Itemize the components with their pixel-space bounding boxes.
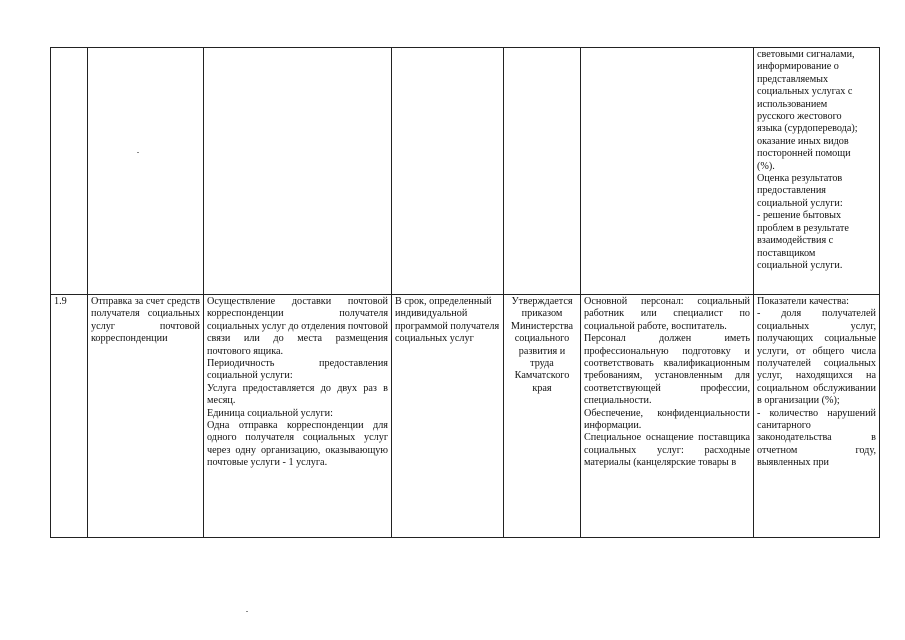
cell-indicators-continued xyxy=(754,48,880,295)
indicators-continued-line: представляемых xyxy=(757,73,829,85)
indicators-continued-line: взаимодействия с xyxy=(757,235,834,247)
indicators-continued-line: - решение бытовых xyxy=(757,210,842,222)
cell-description-empty xyxy=(204,48,392,295)
indicators-para: - количество нарушений санитарного законодательства в отчетном году, выявленных при xyxy=(757,407,876,469)
cell-service-tariff: Утверждается приказом Министерства социального развития и труда Камчатского края xyxy=(504,295,581,538)
cell-service-indicators xyxy=(754,295,880,538)
conditions-para: Специальное оснащение поставщика социальных услуг: расходные материалы (канцелярские товары в xyxy=(584,432,750,469)
description-para: Периодичность предоставления социальной услуги: xyxy=(207,358,388,382)
cell-conditions-empty xyxy=(581,48,754,295)
description-para: Услуга предоставляется до двух раз в месяц. xyxy=(207,382,388,407)
indicators-continued-line: (%). xyxy=(757,160,775,172)
conditions-para: Персонал должен иметь профессиональную подготовку и соответствовать квалификационным требованиям, установленным для соответствующей профессии, специальности. xyxy=(584,333,750,407)
cell-service-conditions xyxy=(581,295,754,538)
indicators-continued-line: предоставления xyxy=(757,185,826,197)
indicators-continued-line: информирование о xyxy=(757,61,839,73)
cell-service-name: Отправка за счет средств получателя социальных услуг почтовой корреспонденции xyxy=(88,295,204,538)
indicators-continued-line: Оценка результатов xyxy=(757,173,843,185)
table-row-service xyxy=(51,295,880,538)
scan-speck xyxy=(246,611,248,612)
indicators-continued-line: русского жестового xyxy=(757,111,842,123)
scan-speck xyxy=(137,152,139,153)
indicators-continued-text xyxy=(757,49,876,272)
indicators-continued-line: языка (сурдоперевода); xyxy=(757,123,858,135)
indicators-continued-line: оказание иных видов xyxy=(757,135,849,147)
indicators-continued-line: использованием xyxy=(757,98,828,110)
service-standards-table xyxy=(50,47,880,538)
description-para: Осуществление доставки почтовой корреспонденции получателя социальных услуг до отделения почтовой связи или до места размещения почтового ящика. xyxy=(207,296,388,357)
indicators-continued-line: проблем в результате xyxy=(757,222,849,234)
indicators-continued-line: социальной услуги. xyxy=(757,259,843,271)
indicators-continued-line: световыми сигналами, xyxy=(757,49,855,60)
cell-service-description xyxy=(204,295,392,538)
description-para: Единица социальной услуги: xyxy=(207,407,333,419)
indicators-continued-line: поставщиком xyxy=(757,247,816,259)
cell-tariff-empty xyxy=(504,48,581,295)
description-para: Одна отправка корреспонденции для одного получателя социальных услуг через одну организацию, оказывающую почтовые услуги - 1 услуга. xyxy=(207,420,388,469)
cell-number-empty xyxy=(51,48,88,295)
indicators-continued-line: социальной услуги: xyxy=(757,197,843,209)
indicators-continued-line: социальных услугах с xyxy=(757,86,853,98)
cell-service-number: 1.9 xyxy=(51,295,88,538)
conditions-para: Обеспечение, конфиденциальности информации. xyxy=(584,407,750,432)
cell-name-empty xyxy=(88,48,204,295)
indicators-para: Показатели качества: xyxy=(757,296,849,307)
table-row-continued xyxy=(51,48,880,295)
conditions-para: Основной персонал: социальный работник или специалист по социальной работе, воспитатель. xyxy=(584,296,750,332)
indicators-para: - доля получателей социальных услуг, получающих социальные услуги, от общего числа получателей социальных услуг, находящихся на социальном обслуживании в организации (%); xyxy=(757,308,876,407)
cell-service-term: В срок, определенный индивидуальной программой получателя социальных услуг xyxy=(392,295,504,538)
cell-term-empty xyxy=(392,48,504,295)
indicators-continued-line: посторонней помощи xyxy=(757,148,851,160)
